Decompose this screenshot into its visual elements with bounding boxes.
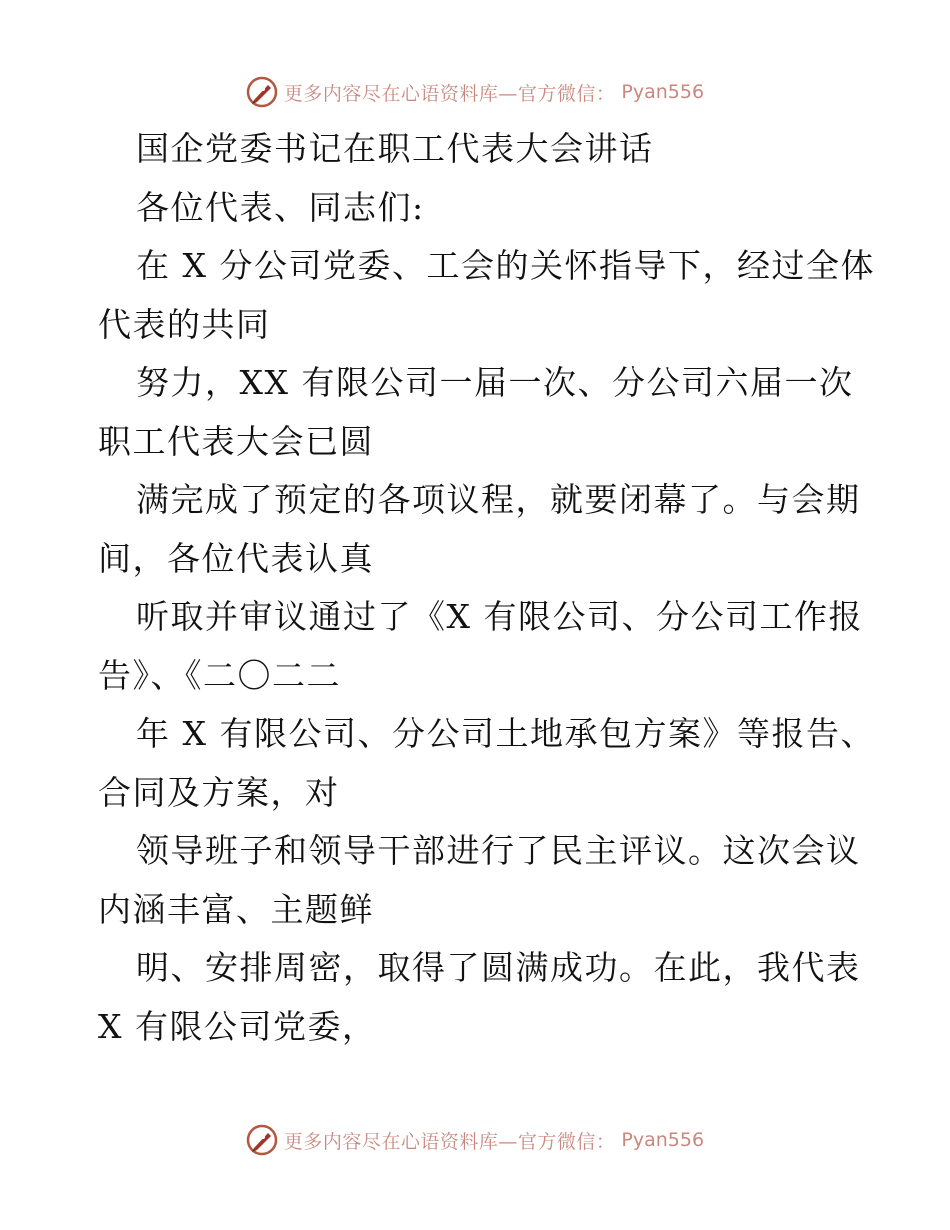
- watermark-text: 更多内容尽在心语资料库—官方微信：: [283, 1130, 616, 1153]
- text-line: 职工代表大会已圆: [98, 421, 374, 461]
- document-body: [98, 120, 875, 1056]
- text-line: X 有限公司党委，: [98, 1006, 377, 1046]
- text-line: 合同及方案，对: [98, 772, 340, 812]
- watermark-header: [0, 72, 950, 112]
- salutation: 各位代表、同志们:: [136, 187, 425, 227]
- document-title: 国企党委书记在职工代表大会讲话: [136, 129, 654, 168]
- text-line: 明、安排周密，取得了圆满成功。在此，我代表: [136, 948, 861, 987]
- text-line: 满完成了预定的各项议程，就要闭幕了。与会期: [136, 480, 861, 519]
- watermark-wechat-id: Pyan556: [621, 1129, 705, 1151]
- text-line: 在 X 分公司党委、工会的关怀指导下，经过全体: [136, 246, 875, 285]
- watermark-text: 更多内容尽在心语资料库—官方微信：: [283, 82, 616, 105]
- text-line: 领导班子和领导干部进行了民主评议。这次会议: [136, 831, 861, 870]
- text-line: 告》、《二〇二二: [98, 655, 341, 695]
- text-line: 内涵丰富、主题鲜: [98, 889, 374, 929]
- text-line: 努力，XX 有限公司一届一次、分公司六届一次: [136, 363, 854, 402]
- text-line: 听取并审议通过了《X 有限公司、分公司工作报: [136, 597, 863, 636]
- pen-logo-icon: [246, 1124, 278, 1156]
- text-line: 间，各位代表认真: [98, 538, 374, 578]
- pen-logo-icon: [246, 76, 278, 108]
- watermark-wechat-id: Pyan556: [621, 81, 705, 103]
- watermark-footer: [0, 1120, 950, 1160]
- text-line: 年 X 有限公司、分公司土地承包方案》等报告、: [136, 714, 875, 753]
- text-line: 代表的共同: [98, 304, 271, 344]
